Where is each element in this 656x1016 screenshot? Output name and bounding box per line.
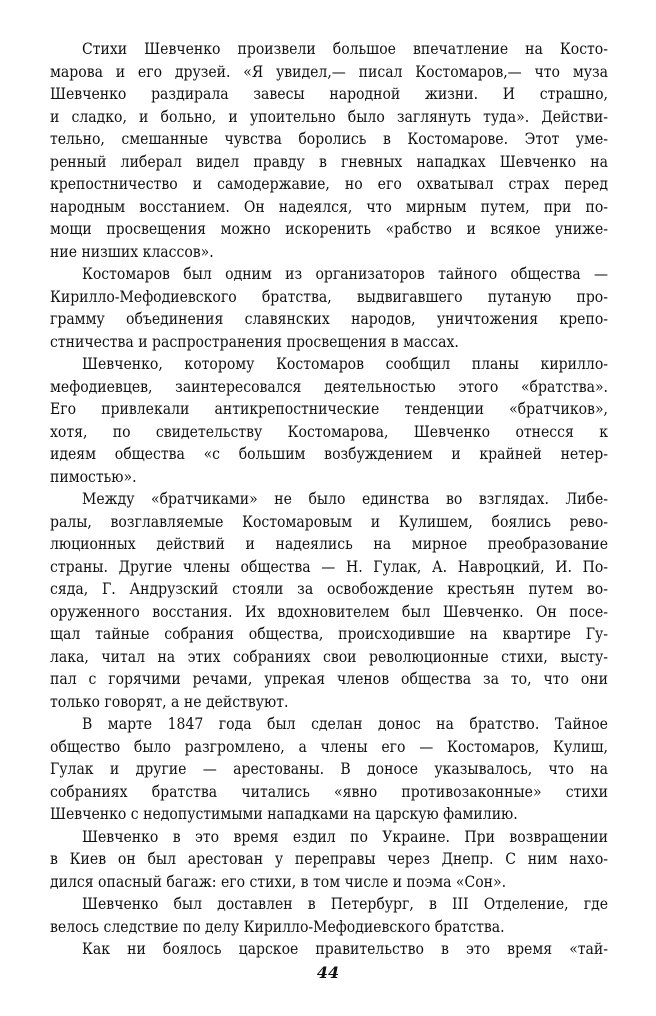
text-line: люционных действий и надеялись на мирное преобразование bbox=[50, 535, 608, 553]
text-line: идеям общества «с большим возбуждением и крайней нетер- bbox=[50, 445, 608, 463]
text-line: сяда, Г. Андрузский стояли за освобождение крестьян путем во- bbox=[50, 580, 608, 598]
text-line: ренный либерал видел правду в гневных нападках Шевченко на bbox=[50, 152, 608, 171]
text-line: мефодиевцев, заинтересовался деятельностью этого «братства». bbox=[50, 377, 608, 396]
text-line: только говорят, а не действуют. bbox=[50, 692, 289, 711]
paragraph bbox=[50, 713, 608, 826]
text-line: Как ни боялось царское правительство в это время «тай- bbox=[82, 940, 608, 958]
text-line: крепостничество и самодержавие, но его охватывал страх перед bbox=[50, 175, 608, 193]
text-line: оруженного восстания. Их вдохновителем был Шевченко. Он посе- bbox=[50, 602, 608, 621]
paragraph bbox=[50, 353, 608, 488]
text-line: Шевченко раздирала завесы народной жизни. И страшно, bbox=[50, 85, 608, 103]
text-line: Стихи Шевченко произвели большое впечатление на Косто- bbox=[82, 40, 608, 58]
page-body bbox=[50, 38, 608, 961]
paragraph bbox=[50, 826, 608, 894]
text-line: страны. Другие члены общества — Н. Гулак, А. Навроцкий, И. По- bbox=[50, 557, 608, 576]
paragraph bbox=[50, 263, 608, 353]
text-line: Шевченко, которому Костомаров сообщил планы кирилло- bbox=[82, 355, 608, 373]
text-line: мощи просвещения можно искоренить «рабство и всякое униже- bbox=[50, 220, 608, 238]
page-number: 44 bbox=[316, 963, 340, 982]
text-line: марова и его друзей. «Я увидел,— писал Костомаров,— что муза bbox=[50, 62, 608, 81]
text-line: Шевченко с недопустимыми нападками на царскую фамилию. bbox=[50, 805, 518, 823]
text-line: в Киев он был арестован у переправы через Днепр. С ним нахо- bbox=[50, 850, 608, 868]
text-line: Между «братчиками» не было единства во взглядах. Либе- bbox=[82, 490, 608, 508]
text-line: ралы, возглавляемые Костомаровым и Кулишем, боялись рево- bbox=[50, 512, 608, 531]
text-line: тельно, смешанные чувства боролись в Костомарове. Этот уме- bbox=[50, 130, 608, 148]
text-line: стничества и распространения просвещения в массах. bbox=[50, 332, 459, 351]
text-line: щал тайные собрания общества, происходившие на квартире Гу- bbox=[50, 625, 608, 643]
text-line: и сладко, и больно, и упоительно было заглянуть туда». Действи- bbox=[50, 107, 608, 126]
text-line: ние низших классов». bbox=[50, 242, 214, 261]
text-line: Его привлекали антикрепостнические тенденции «братчиков», bbox=[50, 400, 608, 418]
text-line: пал с горячими речами, упрекая членов общества за то, что они bbox=[50, 670, 608, 688]
text-line: Гулак и другие — арестованы. В доносе указывалось, что на bbox=[50, 760, 608, 778]
text-line: дился опасный багаж: его стихи, в том числе и поэма «Сон». bbox=[50, 872, 507, 891]
text-line: грамму объединения славянских народов, уничтожения крепо- bbox=[50, 310, 608, 328]
text-line: хотя, по свидетельству Костомарова, Шевченко отнесся к bbox=[50, 422, 608, 441]
text-line: Шевченко был доставлен в Петербург, в III Отделение, где bbox=[82, 895, 608, 913]
text-line: В марте 1847 года был сделан донос на братство. Тайное bbox=[82, 715, 608, 733]
text-line: велось следствие по делу Кирилло-Мефодиевского братства. bbox=[50, 917, 505, 936]
text-line: Костомаров был одним из организаторов тайного общества — bbox=[82, 265, 608, 283]
text-line: народным восстанием. Он надеялся, что мирным путем, при по- bbox=[50, 197, 608, 216]
text-line: Шевченко в это время ездил по Украине. При возвращении bbox=[82, 827, 608, 846]
paragraph bbox=[50, 38, 608, 263]
text-line: лака, читал на этих собраниях свои революционные стихи, высту- bbox=[50, 647, 608, 666]
text-line: общество было разгромлено, а члены его — Костомаров, Кулиш, bbox=[50, 737, 608, 756]
paragraph bbox=[50, 488, 608, 713]
text-line: Кирилло-Мефодиевского братства, выдвигавшего путаную про- bbox=[50, 287, 608, 306]
text-line: собраниях братства читались «явно противозаконные» стихи bbox=[50, 782, 608, 801]
paragraph bbox=[50, 893, 608, 938]
text-line: пимостью». bbox=[50, 467, 137, 486]
paragraph bbox=[50, 938, 608, 961]
